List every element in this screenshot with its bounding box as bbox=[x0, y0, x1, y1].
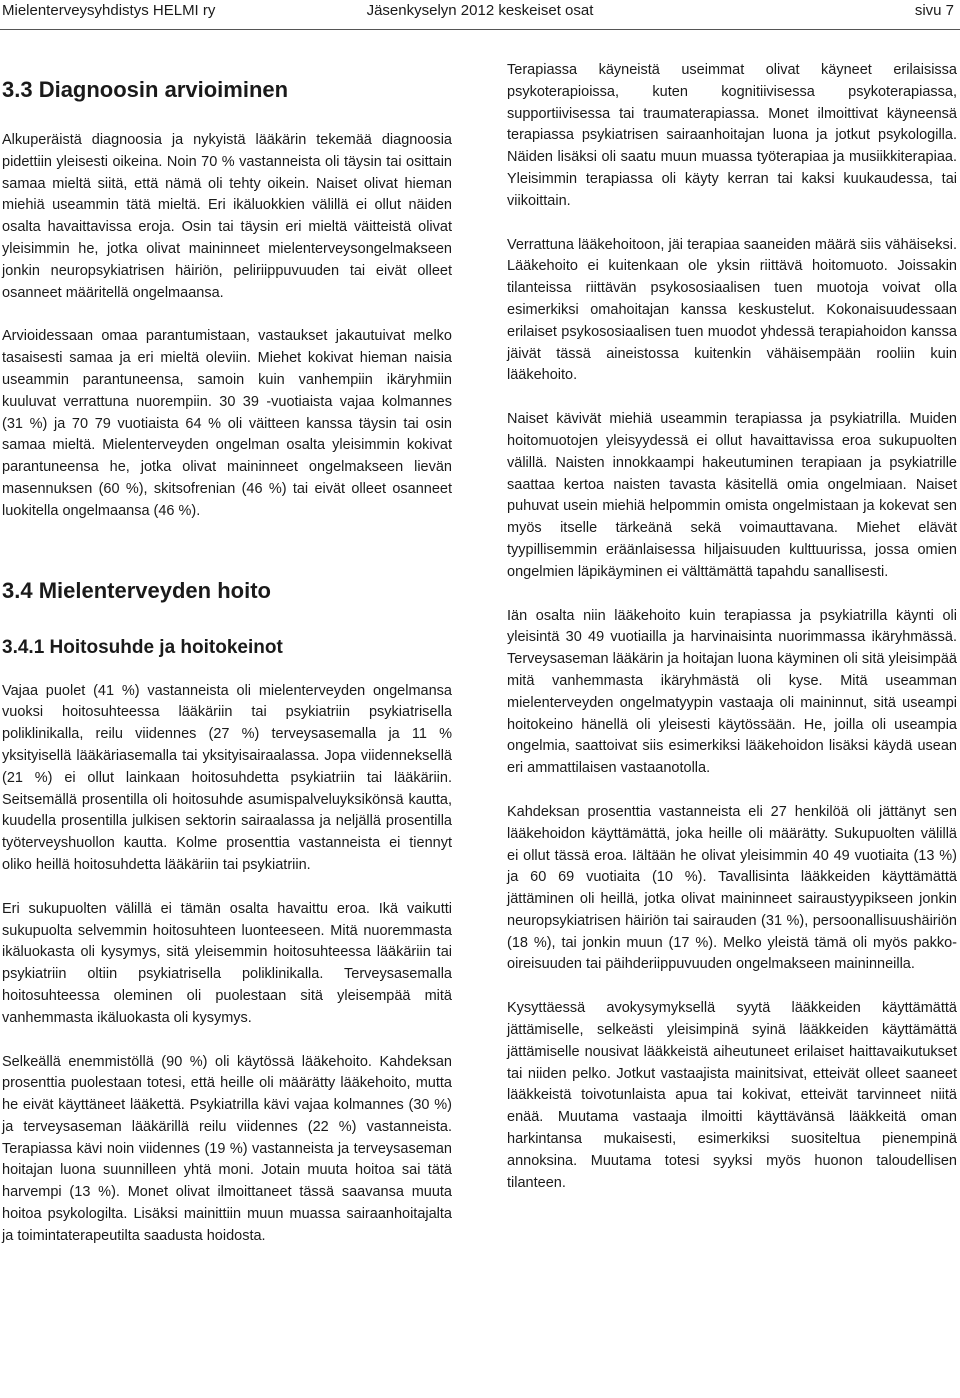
section-3-4-1-heading: 3.4.1 Hoitosuhde ja hoitokeinot bbox=[2, 636, 283, 658]
paragraph-therapy-types: Terapiassa käyneistä useimmat olivat käyneet erilaisissa psykoterapioissa, kuten kognitiivisessa psykoterapiassa, supportiivisessa tai traumaterapiassa. Monet ilmoittivat käyneensä terapiassa psykiatrisen sairaanhoitajan luona ja jotkut psykologilla. Näiden lisäksi oli saatu muun muassa työterapiaa ja musiikkiterapiaa. Yleisimmin terapiassa oli käyty kerran tai kaksi kuukaudessa, tai viikoittain. bbox=[507, 62, 957, 209]
header-organization: Mielenterveysyhdistys HELMI ry bbox=[2, 2, 216, 19]
paragraph-unused-medication: Kahdeksan prosenttia vastanneista eli 27 henkilöä oli jättänyt sen lääkehoidon käyttämättä, joka heille oli määrätty. Sukupuolten välillä ei ollut tässä eroa. Iältään he olivat yleisimmin 40 49 vuotiaita (13 %) ja 60 69 vuotiaita (10 %). Tavallisinta lääkkeiden käyttämättä jättäminen oli heillä, jotka olivat maininneet sairaustyypikseen jonkin neuropsykiatrisen häiriön tai sairauden (31 %), persoonallisuushäiriön (18 %), tai jonkin muun (17 %). Melko yleistä tämä oli myös pakko-oireisuuden tai päihderiippuvuuden ongelmakseen maininneilla. bbox=[507, 803, 957, 973]
left-column bbox=[2, 60, 452, 1248]
paragraph-reasons: Kysyttäessä avokysymyksellä syytä lääkkeiden käyttämättä jättämiselle, selkeästi yleisimpinä syinä lääkkeiden käyttämättä jättämiselle nousivat lääkkeistä aiheutuneet erilaiset haittavaikutukset tai niiden pelko. Jotkut vastaajista mainitsivat, etteivät olleet saaneet lääkkeistä toivotunlaista apua tai kokivat, etteivät tarvinneet niitä enää. Muutama vastaaja ilmoitti käyttävänsä lääkkeitä oman harkintansa mukaisesti, esimerkiksi suositeltua pienempinä annoksina. Muutama totesi syyksi myös huonon taloudellisen tilanteen. bbox=[507, 1000, 957, 1191]
header-divider bbox=[0, 29, 960, 30]
paragraph-psychosocial-support: Verrattuna lääkehoitoon, jäi terapiaa saaneiden määrä siis vähäiseksi. Lääkehoito ei kuitenkaan ole yksin riittävä hoitomuoto. Joissakin tilanteissa riittävän psykososiaalisen tuen muotoja voivat olla esimerkiksi omahoitajan kanssa keskustelut. Kokonaisuudessaan erilaiset psykososiaalisen tuen muodot yhdessä terapiahoidon kanssa jäivät tässä aineistossa kuitenkin vähäisempään rooliin kuin lääkehoito. bbox=[507, 236, 957, 384]
section-3-3-heading: 3.3 Diagnoosin arvioiminen bbox=[2, 77, 289, 102]
paragraph-diagnosis: Alkuperäistä diagnoosia ja nykyistä lääkärin tekemää diagnoosia pidettiin yleisesti oikeina. Noin 70 % vastanneista oli täysin tai osittain samaa mieltä siitä, että nämä oli tehty oikein. Naiset olivat hieman miehiä useammin tätä mieltä. Eri ikäluokkien välillä ei ollut näiden osalta havaittavissa eroja. Osin tai täysin eri mieltä väitteistä olivat yleisimmin he, jotka olivat maininneet mielenterveysongelmakseen jonkin neuropsykiatrisen häiriön, peliriippuvuuden tai eivät olleet osanneet määritellä ongelmaansa. bbox=[2, 132, 452, 301]
paragraph-recovery: Arvioidessaan omaa parantumistaan, vastaukset jakautuivat melko tasaisesti samaa ja eri mieltä oleviin. Miehet kokivat hieman naisia useammin parantuneensa, samoin kuin vanhempiin ikäryhmiin kuuluvat verrattuna nuorempiin. 30 39 -vuotiaista vajaa kolmannes (31 %) ja 70 79 vuotiaista 64 % oli väitteen kanssa täysin tai osin samaa mieltä. Mielenterveyden ongelman osalta yleisimmin kokivat parantuneensa he, jotka olivat maininneet ongelmakseen lievän masennuksen (60 %), skitsofrenian (46 %) tai eivät olleet osanneet luokitella ongelmaansa (46 %). bbox=[2, 328, 452, 519]
paragraph-gender-therapy: Naiset kävivät miehiä useammin terapiassa ja psykiatrilla. Muiden hoitomuotojen yleisyydessä ei ollut havaittavissa eroa sukupuolten välillä. Naisten innokkaampi hakeutuminen terapiaan ja psykiatrille saattaa kertoa naisten tavasta käsitellä omia ongelmiaan. Naiset puhuvat usein miehiä helpommin omista ongelmistaan ja kokevat sen myös itselle tärkeänä sekä voimauttavana. Miehet elävät tyypillisemmin eräänlaisessa hiljaisuuden kulttuurissa, jossa omien ongelmien läpikäyminen ei välttämättä tapahdu sanallisesti. bbox=[507, 411, 957, 580]
header-page-number: sivu 7 bbox=[914, 2, 954, 19]
paragraph-care-relationship: Vajaa puolet (41 %) vastanneista oli mielenterveyden ongelmansa vuoksi hoitosuhteessa lääkäriin tai psykiatriin psykiatrisella poliklinikalla, reilu viidennes (27 %) terveysasemalla ja 11 % yksityisellä lääkäriasemalla tai yksityisairaalassa. Jopa viidenneksellä (21 %) ei ollut lainkaan hoitosuhdetta psykiatriin tai lääkäriin. Seitsemällä prosentilla oli hoitosuhde asumispalveluyksikönsä kautta, kuudella prosentilla julkisen sektorin sairaalassa ja neljällä prosentilla työterveyshuollon kautta. Kolme prosenttia vastanneista ei tiennyt oliko heillä hoitosuhdetta lääkäriin tai psykiatriin. bbox=[2, 682, 452, 873]
paragraph-gender-age: Eri sukupuolten välillä ei tämän osalta havaittu eroa. Ikä vaikutti sukupuolta selvemmin hoitosuhteen luonteeseen. Mitä nuoremmasta ikäluokasta oli kysymys, sitä yleisemmin hoitosuhteessa lääkäriin tai psykiatriin oltiin psykiatrisella poliklinikalla. Terveysasemalla hoitosuhteessa oleminen oli puolestaan sitä yleisempää mitä vanhemmasta ikäluokasta oli kysymys. bbox=[2, 900, 452, 1026]
page-header bbox=[0, 0, 960, 28]
right-column bbox=[507, 60, 957, 1194]
paragraph-medication: Selkeällä enemmistöllä (90 %) oli käytössä lääkehoito. Kahdeksan prosenttia puolestaan totesi, että heille oli määrätty lääkehoito, mutta he eivät käyttäneet lääkettä. Psykiatrilla kävi vajaa kolmannes (30 %) ja terveysaseman lääkärillä reilu viidennes (22 %) vastanneista. Terapiassa kävi noin viidennes (19 %) vastanneista ja terveysaseman hoitajan luona suunnilleen yhtä moni. Jotain muuta hoitoa sai tätä harvempi (13 %). Monet olivat ilmoittaneet tässä saavansa muuta hoitoa psykologilta. Lisäksi mainittiin muun muassa sairaanhoitajalta ja toimintaterapeutilta saadusta hoidosta. bbox=[2, 1053, 452, 1244]
header-document-title: Jäsenkyselyn 2012 keskeiset osat bbox=[366, 2, 594, 19]
paragraph-age-treatment: Iän osalta niin lääkehoito kuin terapiassa ja psykiatrilla käynti oli yleisintä 30 49 vuotiailla ja harvinaisinta nuorimmassa ikäryhmässä. Terveysaseman lääkärin ja hoitajan luona käyminen oli sitä yleisimpää mitä vanhemmasta ikäryhmästä oli kyse. Mitä useamman mielenterveyden ongelmatyypin vastaaja oli maininnut, sitä useampi hoitokeino hänellä oli yleisesti käytössään. He, joilla oli useampia ongelmia, saattoivat siis esimerkiksi lääkehoidon lisäksi käydä usean eri ammattilaisen vastaanotolla. bbox=[507, 607, 957, 777]
section-3-4-heading: 3.4 Mielenterveyden hoito bbox=[2, 577, 271, 603]
